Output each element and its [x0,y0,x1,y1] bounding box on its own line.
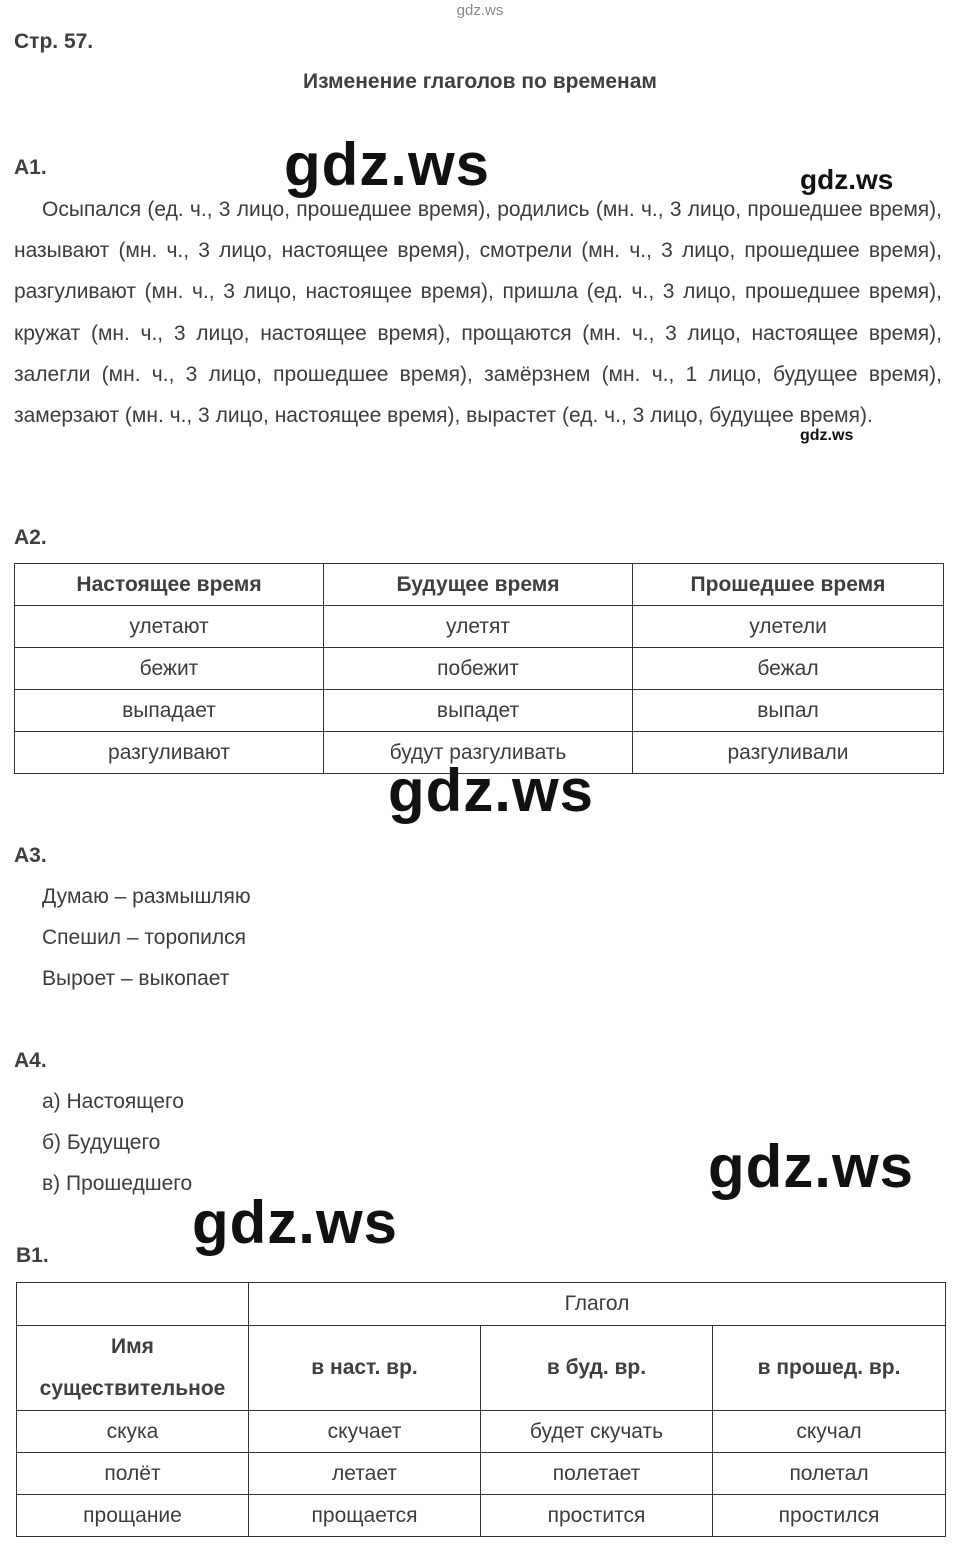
page-title: Изменение глаголов по временам [303,70,657,93]
watermark: gdz.ws [800,427,854,444]
table-row [17,1411,946,1453]
a4-line: а) Настоящего [42,1090,184,1113]
table-header: Будущее время [324,564,633,606]
a3-line: Думаю – размышляю [42,885,251,908]
table-header: в наст. вр. [249,1326,481,1411]
table-row [15,690,944,732]
table-row [15,648,944,690]
section-b1-label: В1. [16,1244,49,1267]
table-row [17,1453,946,1495]
table-cell: бежит [15,648,324,690]
table-header: Настоящее время [15,564,324,606]
watermark: gdz.ws [708,1133,915,1200]
table-cell: будут разгуливать [324,732,633,774]
table-cell: прощается [249,1495,481,1537]
table-cell: побежит [324,648,633,690]
table-cell: полетал [713,1453,946,1495]
table-header-row [15,564,944,606]
table-cell: выпадает [15,690,324,732]
table-header: Имя существительное [17,1326,249,1411]
watermark: gdz.ws [284,131,491,198]
table-cell: разгуливают [15,732,324,774]
a3-line: Выроет – выкопает [42,967,230,990]
section-a3-label: А3. [14,844,47,867]
table-cell: улетят [324,606,633,648]
table-cell: выпадет [324,690,633,732]
table-cell: скучал [713,1411,946,1453]
watermark: gdz.ws [192,1189,399,1256]
table-cell: улетают [15,606,324,648]
table-cell: скучает [249,1411,481,1453]
table-row [15,606,944,648]
a4-line: в) Прошедшего [42,1172,193,1195]
table-cell: улетели [633,606,944,648]
table-cell: полетает [481,1453,713,1495]
table-cell: бежал [633,648,944,690]
watermark-top: gdz.ws [456,2,504,19]
a3-line: Спешил – торопился [42,926,247,949]
table-header-row [17,1326,946,1411]
table-cell: будет скучать [481,1411,713,1453]
table-cell-empty [17,1283,249,1326]
table-cell: прощание [17,1495,249,1537]
table-cell: полёт [17,1453,249,1495]
watermark: gdz.ws [388,757,595,824]
table-row [17,1495,946,1537]
table-header: Прошедшее время [633,564,944,606]
noun-verb-table [16,1282,946,1537]
watermark: gdz.ws [800,164,894,195]
table-cell: летает [249,1453,481,1495]
page-number: Стр. 57. [14,30,94,53]
a1-paragraph: Осыпался (ед. ч., 3 лицо, прошедшее время), родились (мн. ч., 3 лицо, прошедшее время), называют (мн. ч., 3 лицо, настоящее время), смотрели (мн. ч., 3 лицо, прошедшее время), разгуливают (мн. ч., 3 лицо, настоящее время), пришла (ед. ч., 3 лицо, прошедшее время), кружат (мн. ч., 3 лицо, настоящее время), прощаются (мн. ч., 3 лицо, настоящее время), залегли (мн. ч., 3 лицо, прошедшее время), замёрзнем (мн. ч., 1 лицо, будущее время), замерзают (мн. ч., 3 лицо, настоящее время), вырастет (ед. ч., 3 лицо, будущее время). [14,198,942,428]
a4-line: б) Будущего [42,1131,161,1154]
table-cell: скука [17,1411,249,1453]
table-header: в буд. вр. [481,1326,713,1411]
section-a1-label: А1. [14,156,47,179]
table-cell: простится [481,1495,713,1537]
table-cell: выпал [633,690,944,732]
table-header-row [17,1283,946,1326]
table-cell: разгуливали [633,732,944,774]
section-a2-label: А2. [14,526,47,549]
table-cell: простился [713,1495,946,1537]
table-group-header: Глагол [249,1283,946,1326]
table-header: в прошед. вр. [713,1326,946,1411]
section-a4-label: А4. [14,1049,47,1072]
tense-table [14,563,944,774]
